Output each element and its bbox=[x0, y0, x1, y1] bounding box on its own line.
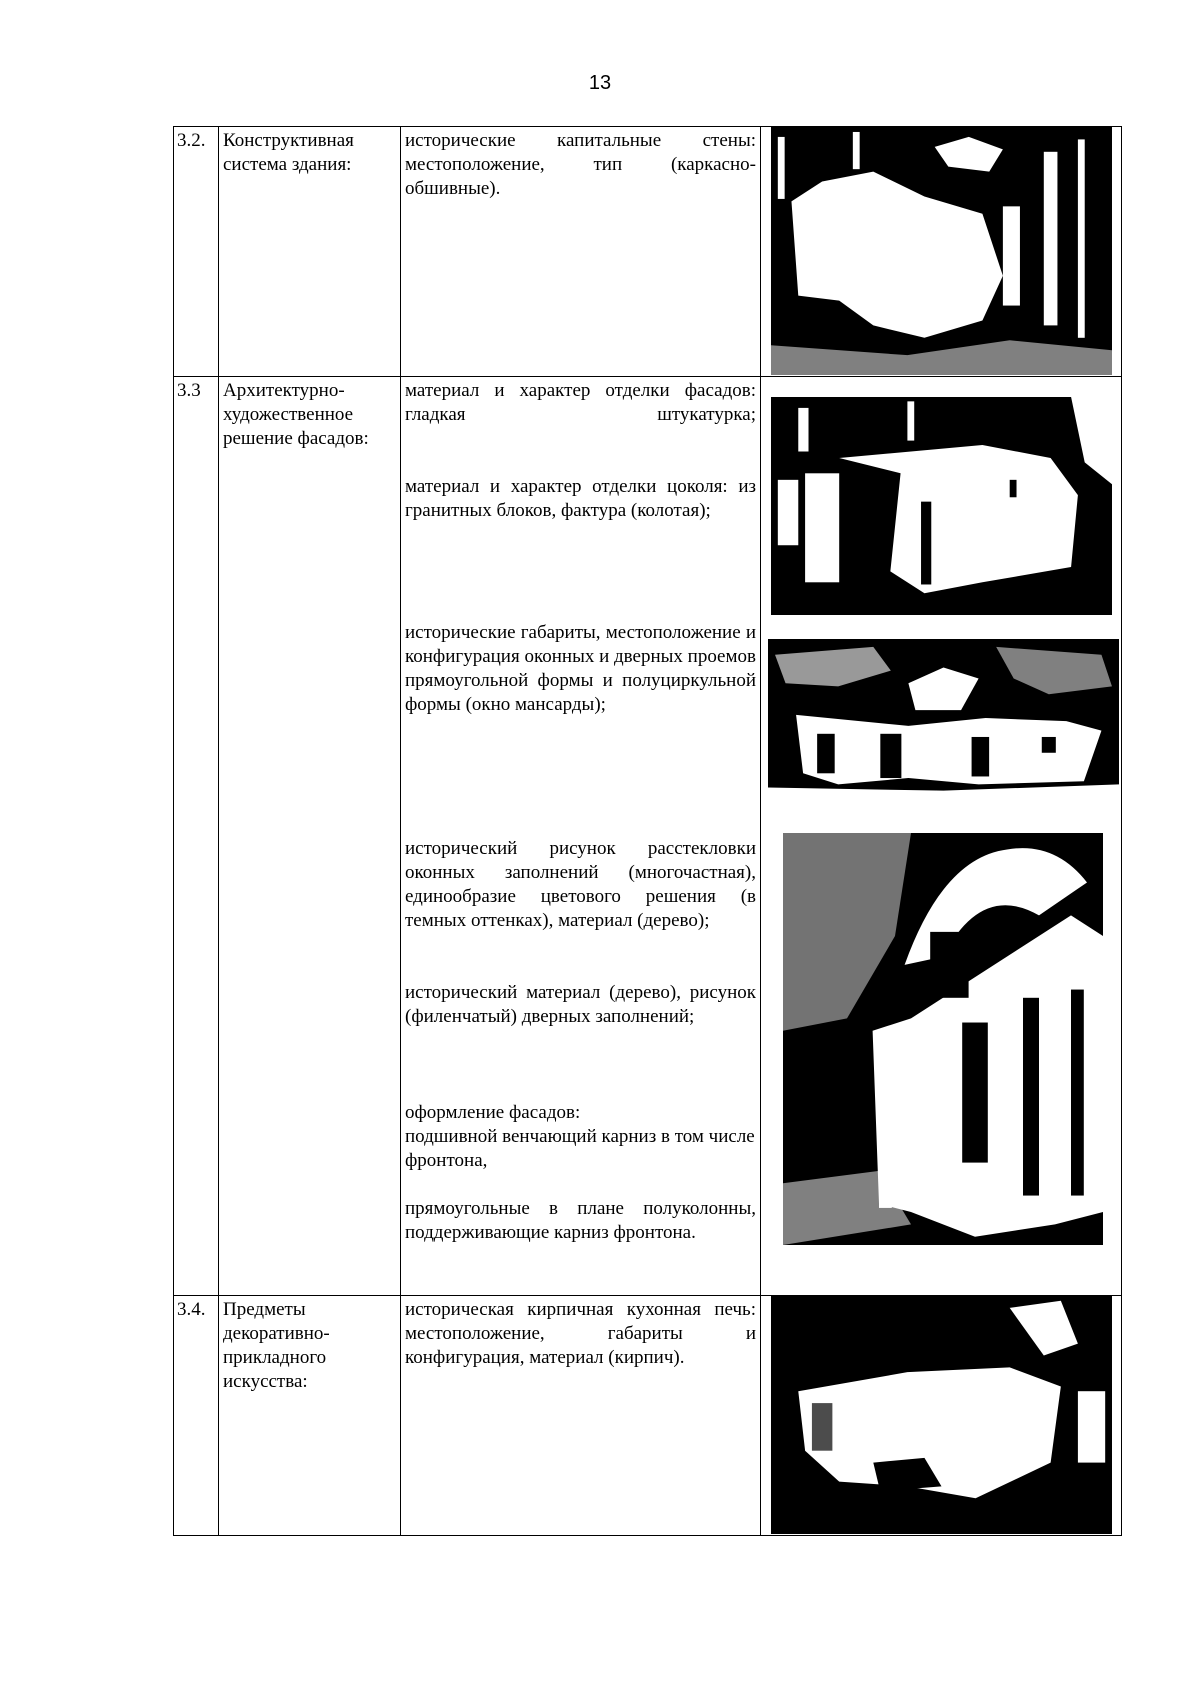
table-row bbox=[174, 1296, 1122, 1536]
row-number: 3.4. bbox=[174, 1296, 219, 1536]
table-row bbox=[174, 127, 1122, 377]
facade-decor-heading: оформление фасадов: bbox=[405, 1102, 581, 1123]
photo-cell bbox=[761, 377, 1122, 1296]
section-name: Архитектурно-художественное решение фасадов: bbox=[219, 377, 401, 1296]
window-glazing-text: исторический рисунок расстекловки оконных заполнений (многочастная), единообразие цветового решения (в темных оттенках), материал (дерево); bbox=[405, 838, 756, 931]
house-overview-photo bbox=[768, 639, 1119, 797]
dormer-window-photo bbox=[783, 833, 1103, 1245]
facade-finish-text: материал и характер отделки фасадов: гладкая штукатурка; bbox=[405, 380, 756, 425]
section-name: Предметы декоративно-прикладного искусства: bbox=[219, 1296, 401, 1536]
photo-cell bbox=[761, 127, 1122, 377]
half-columns-text: прямоугольные в плане полуколонны, поддерживающие карниз фронтона. bbox=[405, 1198, 756, 1243]
building-wall-photo bbox=[771, 127, 1112, 375]
openings-text: исторические габариты, местоположение и конфигурация оконных и дверных проемов прямоугольной формы и полуциркульной формы (окно мансарды); bbox=[405, 622, 756, 715]
kitchen-stove-photo bbox=[771, 1296, 1112, 1534]
table-row bbox=[174, 377, 1122, 1296]
row-number: 3.2. bbox=[174, 127, 219, 377]
page-number: 13 bbox=[588, 72, 612, 94]
plinth-finish-text: материал и характер отделки цоколя: из гранитных блоков, фактура (колотая); bbox=[405, 476, 756, 521]
photo-cell bbox=[761, 1296, 1122, 1536]
section-description bbox=[401, 377, 761, 1296]
protected-features-table bbox=[173, 126, 1122, 1536]
door-fill-text: исторический материал (дерево), рисунок (филенчатый) дверных заполнений; bbox=[405, 982, 756, 1027]
section-name: Конструктивная система здания: bbox=[219, 127, 401, 377]
section-description: исторические капитальные стены: местоположение, тип (каркасно-обшивные). bbox=[401, 127, 761, 377]
section-description: историческая кирпичная кухонная печь: местоположение, габариты и конфигурация, материал (кирпич). bbox=[401, 1296, 761, 1536]
cornice-text: подшивной венчающий карниз в том числе фронтона, bbox=[405, 1126, 755, 1171]
facade-photo bbox=[771, 397, 1112, 615]
row-number: 3.3 bbox=[174, 377, 219, 1296]
